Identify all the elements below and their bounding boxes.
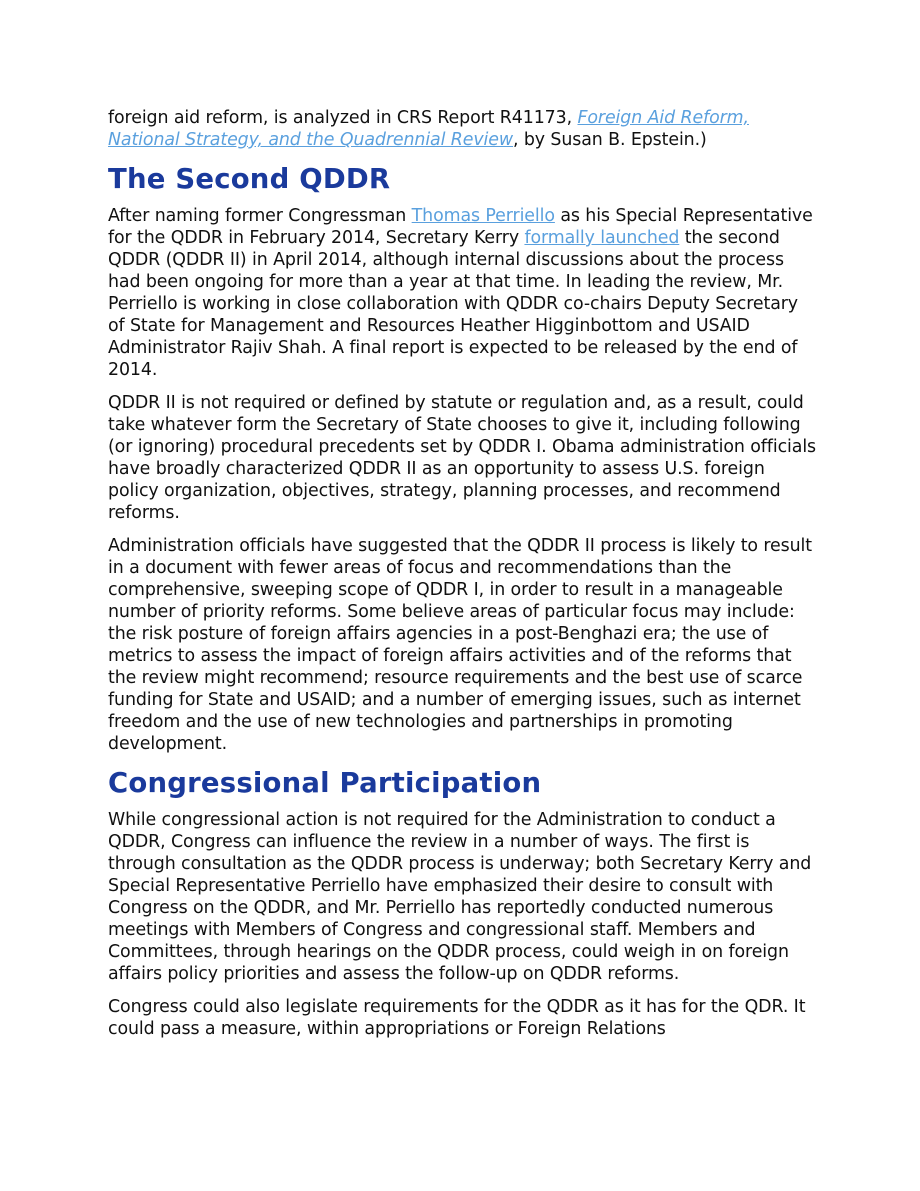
crs-report-link[interactable]: Foreign Aid Reform, National Strategy, and the Quadrennial Review — [108, 108, 749, 150]
document-body — [108, 107, 818, 1040]
formally-launched-link[interactable]: formally launched — [524, 228, 680, 248]
intro-text-before: foreign aid reform, is analyzed in CRS Report R41173, — [108, 108, 578, 128]
thomas-perriello-link[interactable]: Thomas Perriello — [411, 206, 555, 226]
paragraph-text: as his Special Representative for the QDDR in February 2014, Secretary Kerry — [108, 206, 813, 248]
intro-text-after: , by Susan B. Epstein.) — [513, 130, 707, 150]
paragraph-congressional-1: While congressional action is not required for the Administration to conduct a QDDR, Congress can influence the review in a number of ways. The first is through consultation as the QDDR process is underway; both Secretary Kerry and Special Representative Perriello have emphasized their desire to consult with Congress on the QDDR, and Mr. Perriello has reportedly conducted numerous meetings with Members of Congress and congressional staff. Members and Committees, through hearings on the QDDR process, could weigh in on foreign affairs policy priorities and assess the follow-up on QDDR reforms. — [108, 810, 812, 984]
section-heading-second-qddr: The Second QDDR — [108, 163, 391, 195]
paragraph-second-qddr-2: QDDR II is not required or defined by statute or regulation and, as a result, could take whatever form the Secretary of State chooses to give it, including following (or ignoring) procedural precedents set by QDDR I. Obama administration officials have broadly characterized QDDR II as an opportunity to assess U.S. foreign policy organization, objectives, strategy, planning processes, and recommend reforms. — [108, 393, 817, 523]
paragraph-text: After naming former Congressman — [108, 206, 412, 226]
paragraph-congressional-2: Congress could also legislate requirements for the QDDR as it has for the QDR. It could pass a measure, within appropriations or Foreign Relations — [108, 997, 806, 1039]
paragraph-text: the second QDDR (QDDR II) in April 2014, although internal discussions about the process had been ongoing for more than a year at that time. In leading the review, Mr. Perriello is working in close collaboration with QDDR co-chairs Deputy Secretary of State for Management and Resources Heather Higginbottom and USAID Administrator Rajiv Shah. A final report is expected to be released by the end of 2014. — [108, 228, 798, 380]
paragraph-second-qddr-3: Administration officials have suggested that the QDDR II process is likely to result in a document with fewer areas of focus and recommendations than the comprehensive, sweeping scope of QDDR I, in order to result in a manageable number of priority reforms. Some believe areas of particular focus may include: the risk posture of foreign affairs agencies in a post-Benghazi era; the use of metrics to assess the impact of foreign affairs activities and of the reforms that the review might recommend; resource requirements and the best use of scarce funding for State and USAID; and a number of emerging issues, such as internet freedom and the use of new technologies and partnerships in promoting development. — [108, 536, 812, 754]
paragraph-second-qddr-1 — [108, 205, 818, 381]
intro-paragraph — [108, 107, 818, 151]
section-heading-congressional-participation: Congressional Participation — [108, 767, 542, 799]
